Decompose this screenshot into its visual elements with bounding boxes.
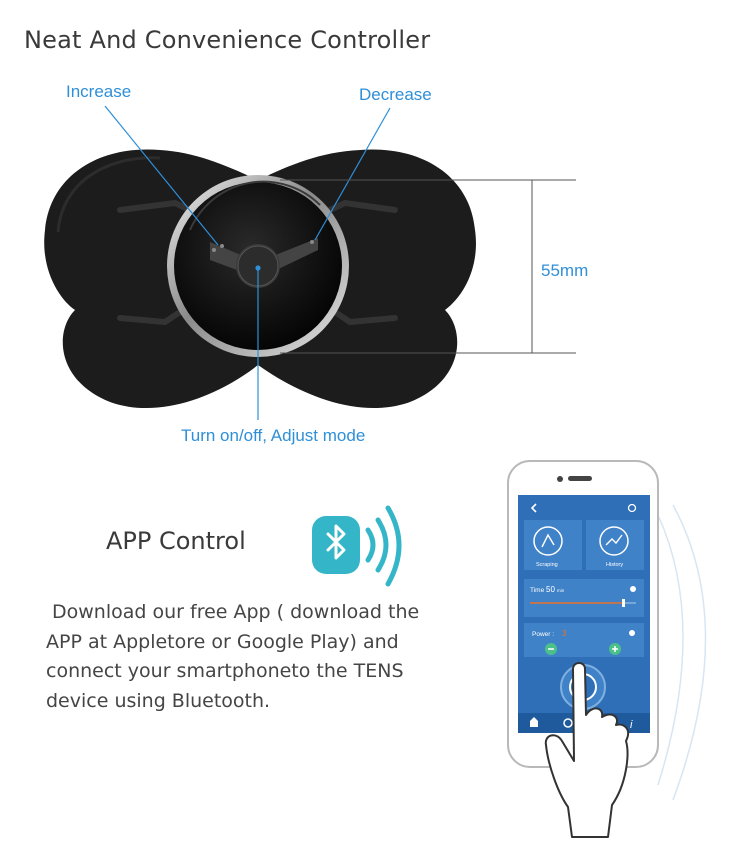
info-icon: i [630,719,633,731]
time-value: 50 [546,585,555,594]
tile-label-history: History [606,562,624,568]
description-line: device using Bluetooth. [46,689,271,712]
power-value: 3 [562,629,567,638]
increase-label: Increase [66,82,132,101]
app-control-title: APP Control [106,527,246,555]
decrease-label: Decrease [359,85,432,104]
smartphone-illustration [488,455,750,843]
power-label: Power : [532,631,555,638]
size-label: 55mm [541,261,589,280]
page-title: Neat And Convenience Controller [24,26,431,54]
time-unit: min [557,588,565,593]
description-line: connect your smartphoneto the TENS [46,660,404,682]
description-line: APP at Appletore or Google Play) and [46,630,399,653]
app-description [46,598,446,716]
bluetooth-icon [306,500,406,592]
description-line: Download our free App ( download the [52,601,420,623]
power-mode-label: Turn on/off, Adjust mode [181,426,366,445]
tile-label-scraping: Scraping [536,562,558,568]
time-label: Time : [530,587,548,594]
